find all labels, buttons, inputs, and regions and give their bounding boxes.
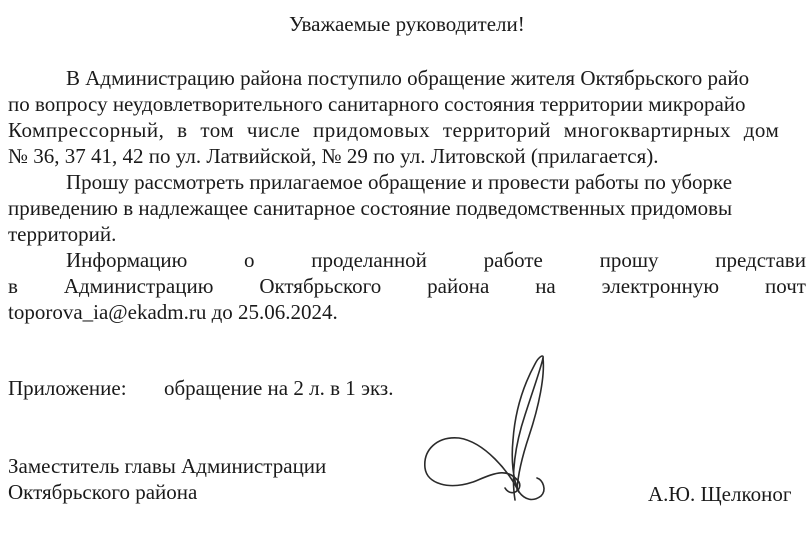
paragraph3-line1: [66, 248, 806, 272]
paragraph1-line2: по вопросу неудовлетворительного санитарного состояния территории микрорайо: [8, 92, 746, 116]
word: электронную: [601, 274, 720, 298]
paragraph2-line2: приведению в надлежащее санитарное состояние подведомственных придомовы: [8, 196, 733, 220]
word: работе: [483, 248, 543, 272]
paragraph2-line1: Прошу рассмотреть прилагаемое обращение и провести работы по уборке: [66, 170, 733, 194]
word: Информацию: [66, 248, 188, 272]
attachment-text: обращение на 2 л. в 1 экз.: [164, 376, 394, 400]
word: на: [535, 274, 556, 298]
signer-position-line2: Октябрьского района: [8, 480, 198, 504]
word: в: [8, 274, 18, 298]
paragraph3-line3: toporova_ia@ekadm.ru до 25.06.2024.: [8, 300, 338, 324]
attachment-label: Приложение:: [8, 376, 127, 400]
paragraph1-line4: № 36, 37 41, 42 по ул. Латвийской, № 29 по ул. Литовской (прилагается).: [8, 144, 659, 168]
word: Администрацию: [63, 274, 214, 298]
word: о: [244, 248, 255, 272]
paragraph1-line3: Компрессорный, в том числе придомовых территорий многоквартирных дом: [8, 118, 780, 142]
word: проделанной: [311, 248, 427, 272]
word: района: [427, 274, 490, 298]
handwritten-signature: [415, 350, 565, 510]
word: прошу: [599, 248, 659, 272]
signer-position-line1: Заместитель главы Администрации: [8, 454, 327, 478]
word: представи: [715, 248, 806, 272]
greeting: Уважаемые руководители!: [289, 12, 525, 36]
signer-name: А.Ю. Щелконог: [648, 482, 792, 506]
word: почт: [765, 274, 806, 298]
word: Октябрьского: [259, 274, 382, 298]
paragraph3-line2: [8, 274, 806, 298]
paragraph2-line3: территорий.: [8, 222, 117, 246]
paragraph1-line1: В Администрацию района поступило обращение жителя Октябрьского райо: [66, 66, 750, 90]
